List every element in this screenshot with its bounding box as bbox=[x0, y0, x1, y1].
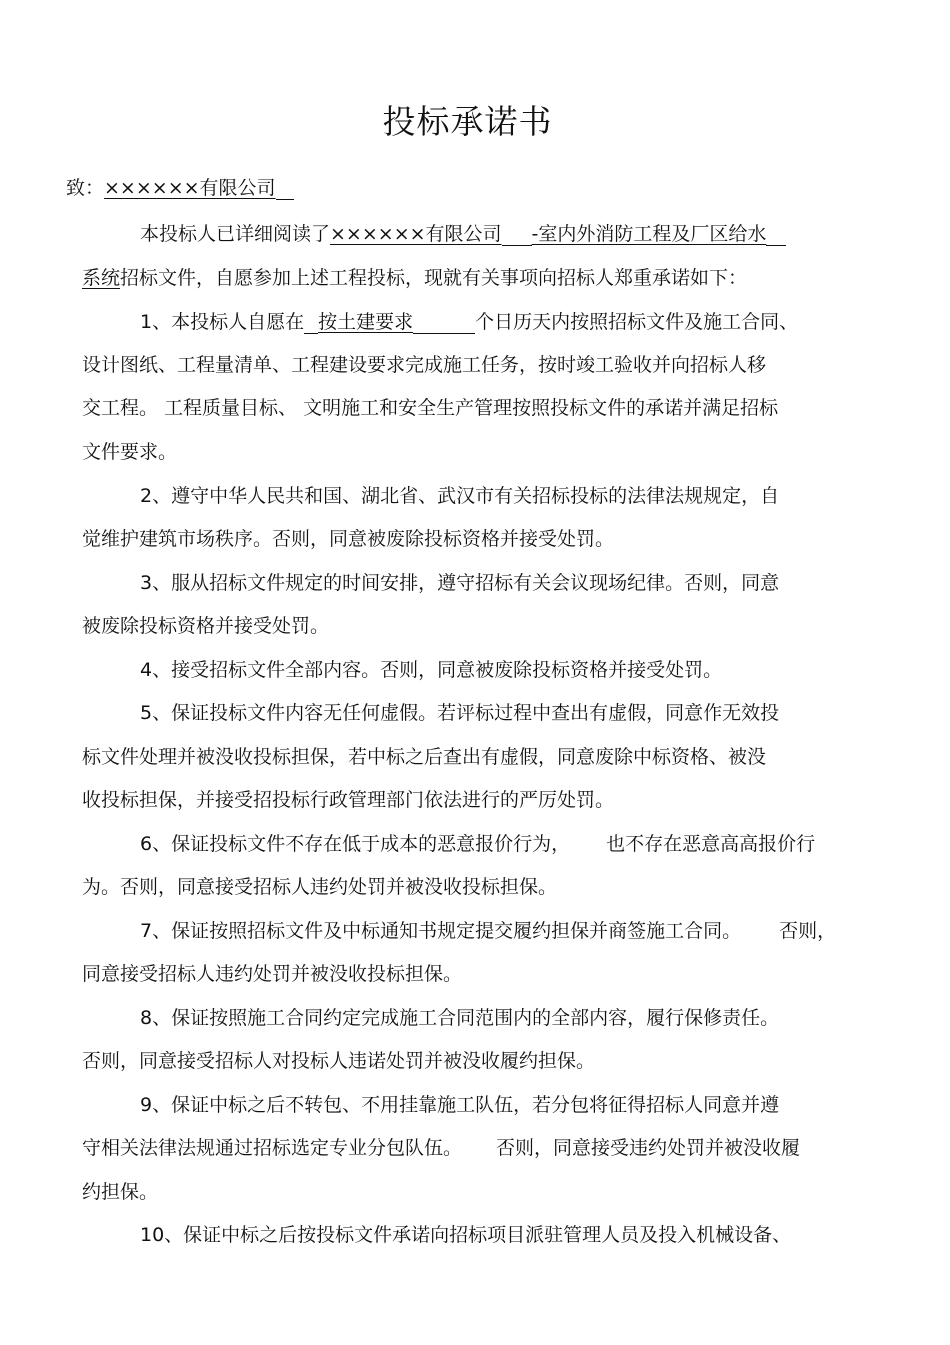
intro-line-1 bbox=[140, 222, 786, 246]
item-1-days: 按土建要求 bbox=[318, 311, 414, 333]
item-5-line-1: 5、保证投标文件内容无任何虚假。若评标过程中查出有虚假，同意作无效投 bbox=[140, 702, 780, 724]
item-2-line-2: 觉维护建筑市场秩序。否则，同意被废除投标资格并接受处罚。 bbox=[82, 528, 615, 550]
item-7-text: 7、保证按照招标文件及中标通知书规定提交履约担保并商签施工合同。 bbox=[140, 920, 742, 942]
addressee-line bbox=[66, 176, 294, 200]
item-1-text: 1、本投标人自愿在 bbox=[140, 311, 305, 333]
item-1-line-1 bbox=[140, 310, 798, 334]
item-2-line-1: 2、遵守中华人民共和国、湖北省、武汉市有关招标投标的法律法规规定，自 bbox=[140, 485, 780, 507]
intro-underline bbox=[502, 225, 532, 246]
intro-text-end: 招标文件，自愿参加上述工程投标，现就有关事项向招标人郑重承诺如下： bbox=[120, 267, 748, 289]
document-title: 投标承诺书 bbox=[382, 102, 553, 141]
addressee-company: ××××××有限公司 bbox=[104, 177, 276, 199]
intro-underline-end bbox=[766, 225, 786, 246]
item-9-line-1: 9、保证中标之后不转包、不用挂靠施工队伍，若分包将征得招标人同意并遵 bbox=[140, 1094, 780, 1116]
item-9-text-end: 否则，同意接受违约处罚并被没收履 bbox=[496, 1137, 801, 1159]
item-3-line-2: 被废除投标资格并接受处罚。 bbox=[82, 615, 330, 637]
intro-line-2 bbox=[82, 266, 747, 290]
item-9-line-2 bbox=[82, 1136, 800, 1160]
item-8-line-2: 否则，同意接受招标人对投标人违诺处罚并被没收履约担保。 bbox=[82, 1050, 596, 1072]
item-7-text-end: 否则， bbox=[779, 920, 837, 942]
item-10-line-1: 10、保证中标之后按投标文件承诺向招标项目派驻管理人员及投入机械设备、 bbox=[140, 1224, 792, 1246]
item-4-line-1: 4、接受招标文件全部内容。否则，同意被废除投标资格并接受处罚。 bbox=[140, 659, 723, 681]
item-6-line-1 bbox=[140, 832, 815, 856]
item-5-line-2: 标文件处理并被没收投标担保，若中标之后查出有虚假，同意废除中标资格、被没 bbox=[82, 746, 767, 768]
item-1-line-3: 交工程。 工程质量目标、 文明施工和安全生产管理按照投标文件的承诺并满足招标 bbox=[82, 397, 779, 419]
item-1-line-4: 文件要求。 bbox=[82, 441, 178, 463]
item-5-line-3: 收投标担保，并接受招投标行政管理部门依法进行的严厉处罚。 bbox=[82, 789, 615, 811]
item-9-text: 守相关法律法规通过招标选定专业分包队伍。 bbox=[82, 1137, 463, 1159]
item-6-text: 6、保证投标文件不存在低于成本的恶意报价行为， bbox=[140, 833, 571, 855]
item-6-line-2: 为。否则，同意接受招标人违约处罚并被没收投标担保。 bbox=[82, 876, 558, 898]
addressee-prefix: 致： bbox=[66, 177, 105, 199]
item-7-line-2: 同意接受招标人违约处罚并被没收投标担保。 bbox=[82, 963, 463, 985]
item-1-line-2: 设计图纸、工程量清单、工程建设要求完成施工任务，按时竣工验收并向招标人移 bbox=[82, 354, 767, 376]
item-1-blank-end bbox=[413, 313, 475, 334]
intro-text: 本投标人已详细阅读了 bbox=[140, 223, 331, 245]
item-3-line-1: 3、服从招标文件规定的时间安排，遵守招标有关会议现场纪律。否则，同意 bbox=[140, 572, 780, 594]
item-1-text-end: 个日历天内按照招标文件及施工合同、 bbox=[475, 311, 799, 333]
item-9-line-3: 约担保。 bbox=[82, 1181, 159, 1203]
item-7-line-1 bbox=[140, 919, 836, 943]
addressee-underline bbox=[276, 179, 294, 200]
intro-project: -室内外消防工程及厂区给水 bbox=[531, 223, 767, 245]
intro-project-end: 系统 bbox=[82, 267, 121, 289]
intro-company: ××××××有限公司 bbox=[330, 223, 502, 245]
item-8-line-1: 8、保证按照施工合同约定完成施工合同范围内的全部内容，履行保修责任。 bbox=[140, 1007, 780, 1029]
item-1-blank-start bbox=[304, 313, 318, 334]
item-6-text-end: 也不存在恶意高高报价行 bbox=[606, 833, 816, 855]
